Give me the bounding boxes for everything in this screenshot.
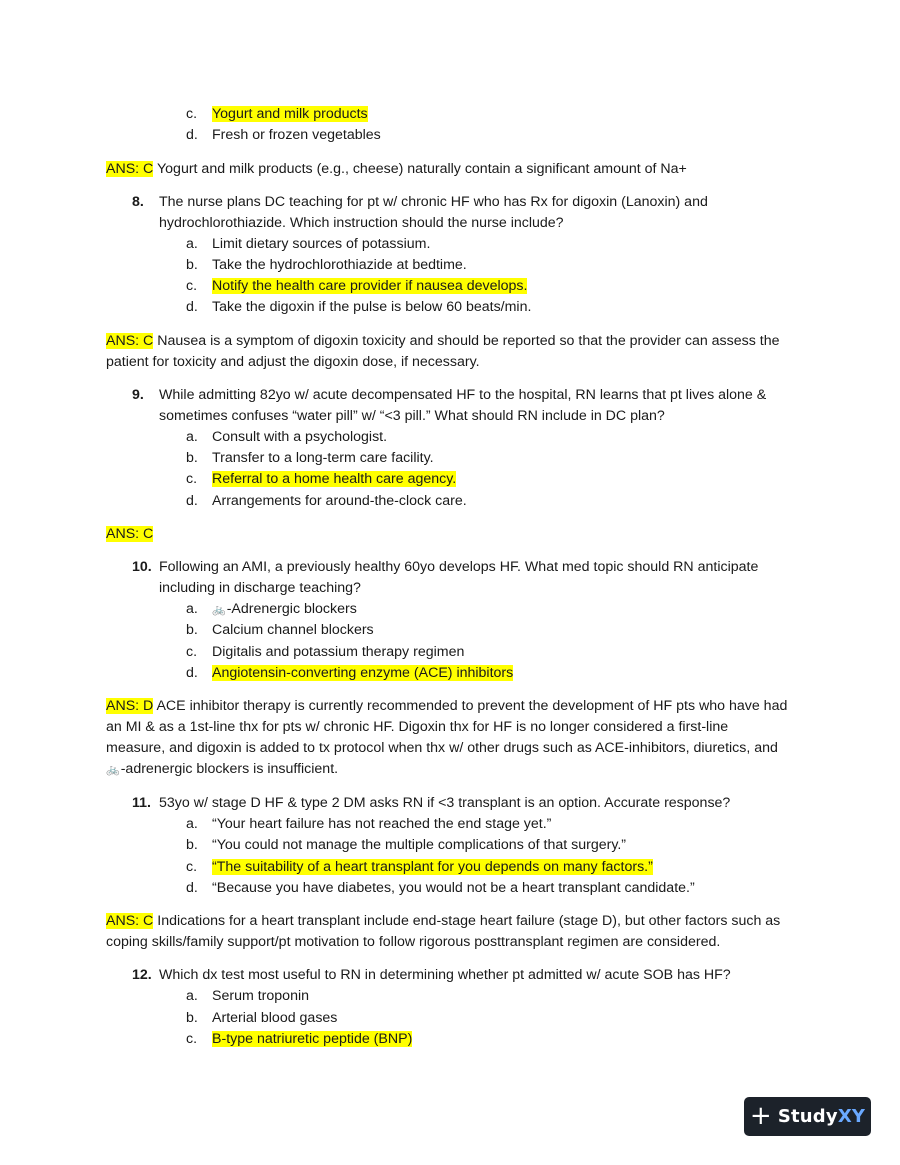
option-c <box>0 104 900 125</box>
option-list <box>0 234 900 319</box>
question-number: 11. <box>132 795 151 812</box>
option-letter: a. <box>186 988 198 1005</box>
answer-text: Yogurt and milk products (e.g., cheese) naturally contain a significant amount of Na+ <box>153 160 687 177</box>
option-text: Fresh or frozen vegetables <box>212 127 381 144</box>
question-9 <box>0 385 900 545</box>
option-letter: c. <box>186 643 198 660</box>
option-c <box>0 857 900 878</box>
logo-brand-accent: XY <box>837 1106 866 1127</box>
option-letter: c. <box>186 471 198 488</box>
option-text-correct: Referral to a home health care agency. <box>212 471 457 488</box>
option-text: “Your heart failure has not reached the end stage yet.” <box>212 816 552 833</box>
option-text: “Because you have diabetes, you would not be a heart transplant candidate.” <box>212 880 695 897</box>
option-text: Digitalis and potassium therapy regimen <box>212 643 465 660</box>
answer-label: ANS: C <box>106 332 154 349</box>
question-text: Which dx test most useful to RN in determining whether pt admitted w/ acute SOB has HF? <box>159 967 731 984</box>
option-a <box>0 986 900 1007</box>
option-letter: b. <box>186 450 198 467</box>
question-text: Following an AMI, a previously healthy 60yo develops HF. What med topic should RN anticipate including in discharge teaching? <box>159 558 759 596</box>
option-letter: d. <box>186 880 198 897</box>
option-text: Limit dietary sources of potassium. <box>212 235 431 252</box>
question-stem <box>0 965 900 986</box>
option-d <box>0 297 900 318</box>
option-list <box>0 427 900 512</box>
document-page <box>0 104 900 1050</box>
option-letter: d. <box>186 664 198 681</box>
option-list <box>0 814 900 899</box>
option-text: Transfer to a long-term care facility. <box>212 450 434 467</box>
question-text: The nurse plans DC teaching for pt w/ chronic HF who has Rx for digoxin (Lanoxin) and hydrochlorothiazide. Which instruction should the nurse include? <box>159 193 708 231</box>
option-d <box>0 125 900 146</box>
answer-label: ANS: C <box>106 160 154 177</box>
option-a <box>0 234 900 255</box>
answer-explanation <box>0 331 900 373</box>
option-text-correct: Angiotensin-converting enzyme (ACE) inhibitors <box>212 664 514 681</box>
option-text: Arrangements for around-the-clock care. <box>212 492 467 509</box>
beta-symbol-icon: 🚲 <box>212 603 226 616</box>
option-letter: d. <box>186 127 198 144</box>
option-a <box>0 814 900 835</box>
option-letter: a. <box>186 428 198 445</box>
question-stem <box>0 557 900 599</box>
option-a <box>0 599 900 620</box>
question-number: 8. <box>132 193 144 210</box>
beta-symbol-icon: 🚲 <box>106 764 120 777</box>
answer-text: ACE inhibitor therapy is currently recommended to prevent the development of HF pts who have had an MI & as a 1st-line thx for pts w/ chronic HF. Digoxin thx for HF is no longer considered a first-line measure, and digoxin is added to tx protocol when thx w/ other drugs such as ACE-inhibitors, diuretics, and <box>106 698 788 757</box>
answer-label: ANS: D <box>106 698 154 715</box>
studyxy-logo[interactable] <box>744 1097 871 1136</box>
option-text: Consult with a psychologist. <box>212 428 388 445</box>
question-number: 9. <box>132 386 144 403</box>
option-text: Take the digoxin if the pulse is below 60 beats/min. <box>212 299 532 316</box>
option-text: -Adrenergic blockers <box>226 600 357 617</box>
option-letter: d. <box>186 299 198 316</box>
question-10 <box>0 557 900 781</box>
option-text: Serum troponin <box>212 988 309 1005</box>
option-letter: d. <box>186 492 198 509</box>
option-letter: a. <box>186 600 198 617</box>
option-c <box>0 642 900 663</box>
question-7-tail <box>0 104 900 180</box>
option-list <box>0 104 900 147</box>
answer-label: ANS: C <box>106 525 154 542</box>
answer-text: Nausea is a symptom of digoxin toxicity and should be reported so that the provider can assess the patient for toxicity and adjust the digoxin dose, if necessary. <box>106 332 780 370</box>
option-b <box>0 835 900 856</box>
option-b <box>0 255 900 276</box>
option-text: Calcium channel blockers <box>212 622 374 639</box>
answer-explanation <box>0 696 900 781</box>
answer-explanation <box>0 159 900 180</box>
option-b <box>0 620 900 641</box>
option-letter: c. <box>186 278 198 295</box>
option-d <box>0 663 900 684</box>
answer-explanation <box>0 524 900 545</box>
plus-icon: + <box>749 1100 772 1131</box>
option-b <box>0 1008 900 1029</box>
option-d <box>0 491 900 512</box>
option-list <box>0 986 900 1050</box>
option-letter: c. <box>186 858 198 875</box>
option-c <box>0 276 900 297</box>
question-stem <box>0 192 900 234</box>
option-letter: a. <box>186 816 198 833</box>
answer-label: ANS: C <box>106 913 154 930</box>
option-b <box>0 448 900 469</box>
option-text-correct: B-type natriuretic peptide (BNP) <box>212 1030 413 1047</box>
option-letter: c. <box>186 106 198 122</box>
option-list <box>0 599 900 684</box>
option-letter: b. <box>186 256 198 273</box>
logo-brand-main: Study <box>777 1106 838 1127</box>
question-8 <box>0 192 900 373</box>
answer-explanation <box>0 911 900 953</box>
question-stem <box>0 793 900 814</box>
option-letter: b. <box>186 1009 198 1026</box>
answer-text: Indications for a heart transplant include end-stage heart failure (stage D), but other factors such as coping skills/family support/pt motivation to follow rigorous posttransplant regimen are considered. <box>106 913 781 951</box>
question-text: 53yo w/ stage D HF & type 2 DM asks RN if <3 transplant is an option. Accurate response? <box>159 795 731 812</box>
option-a <box>0 427 900 448</box>
option-d <box>0 878 900 899</box>
option-letter: b. <box>186 622 198 639</box>
option-text: Take the hydrochlorothiazide at bedtime. <box>212 256 467 273</box>
question-number: 12. <box>132 967 152 984</box>
option-letter: b. <box>186 837 198 854</box>
question-text: While admitting 82yo w/ acute decompensated HF to the hospital, RN learns that pt lives alone & sometimes confuses “water pill” w/ “<3 pill.” What should RN include in DC plan? <box>159 386 767 424</box>
question-11 <box>0 793 900 953</box>
option-text: “You could not manage the multiple complications of that surgery.” <box>212 837 627 854</box>
option-c <box>0 1029 900 1050</box>
option-text-correct: “The suitability of a heart transplant for you depends on many factors.” <box>212 858 653 875</box>
option-text-correct: Notify the health care provider if nausea develops. <box>212 278 528 295</box>
answer-text-continued: -adrenergic blockers is insufficient. <box>120 761 339 778</box>
question-number: 10. <box>132 558 152 575</box>
option-letter: a. <box>186 235 198 252</box>
option-c <box>0 469 900 490</box>
option-letter: c. <box>186 1030 198 1047</box>
option-text: Arterial blood gases <box>212 1009 338 1026</box>
question-stem <box>0 385 900 427</box>
question-12 <box>0 965 900 1050</box>
option-text-correct: Yogurt and milk products <box>212 106 368 122</box>
